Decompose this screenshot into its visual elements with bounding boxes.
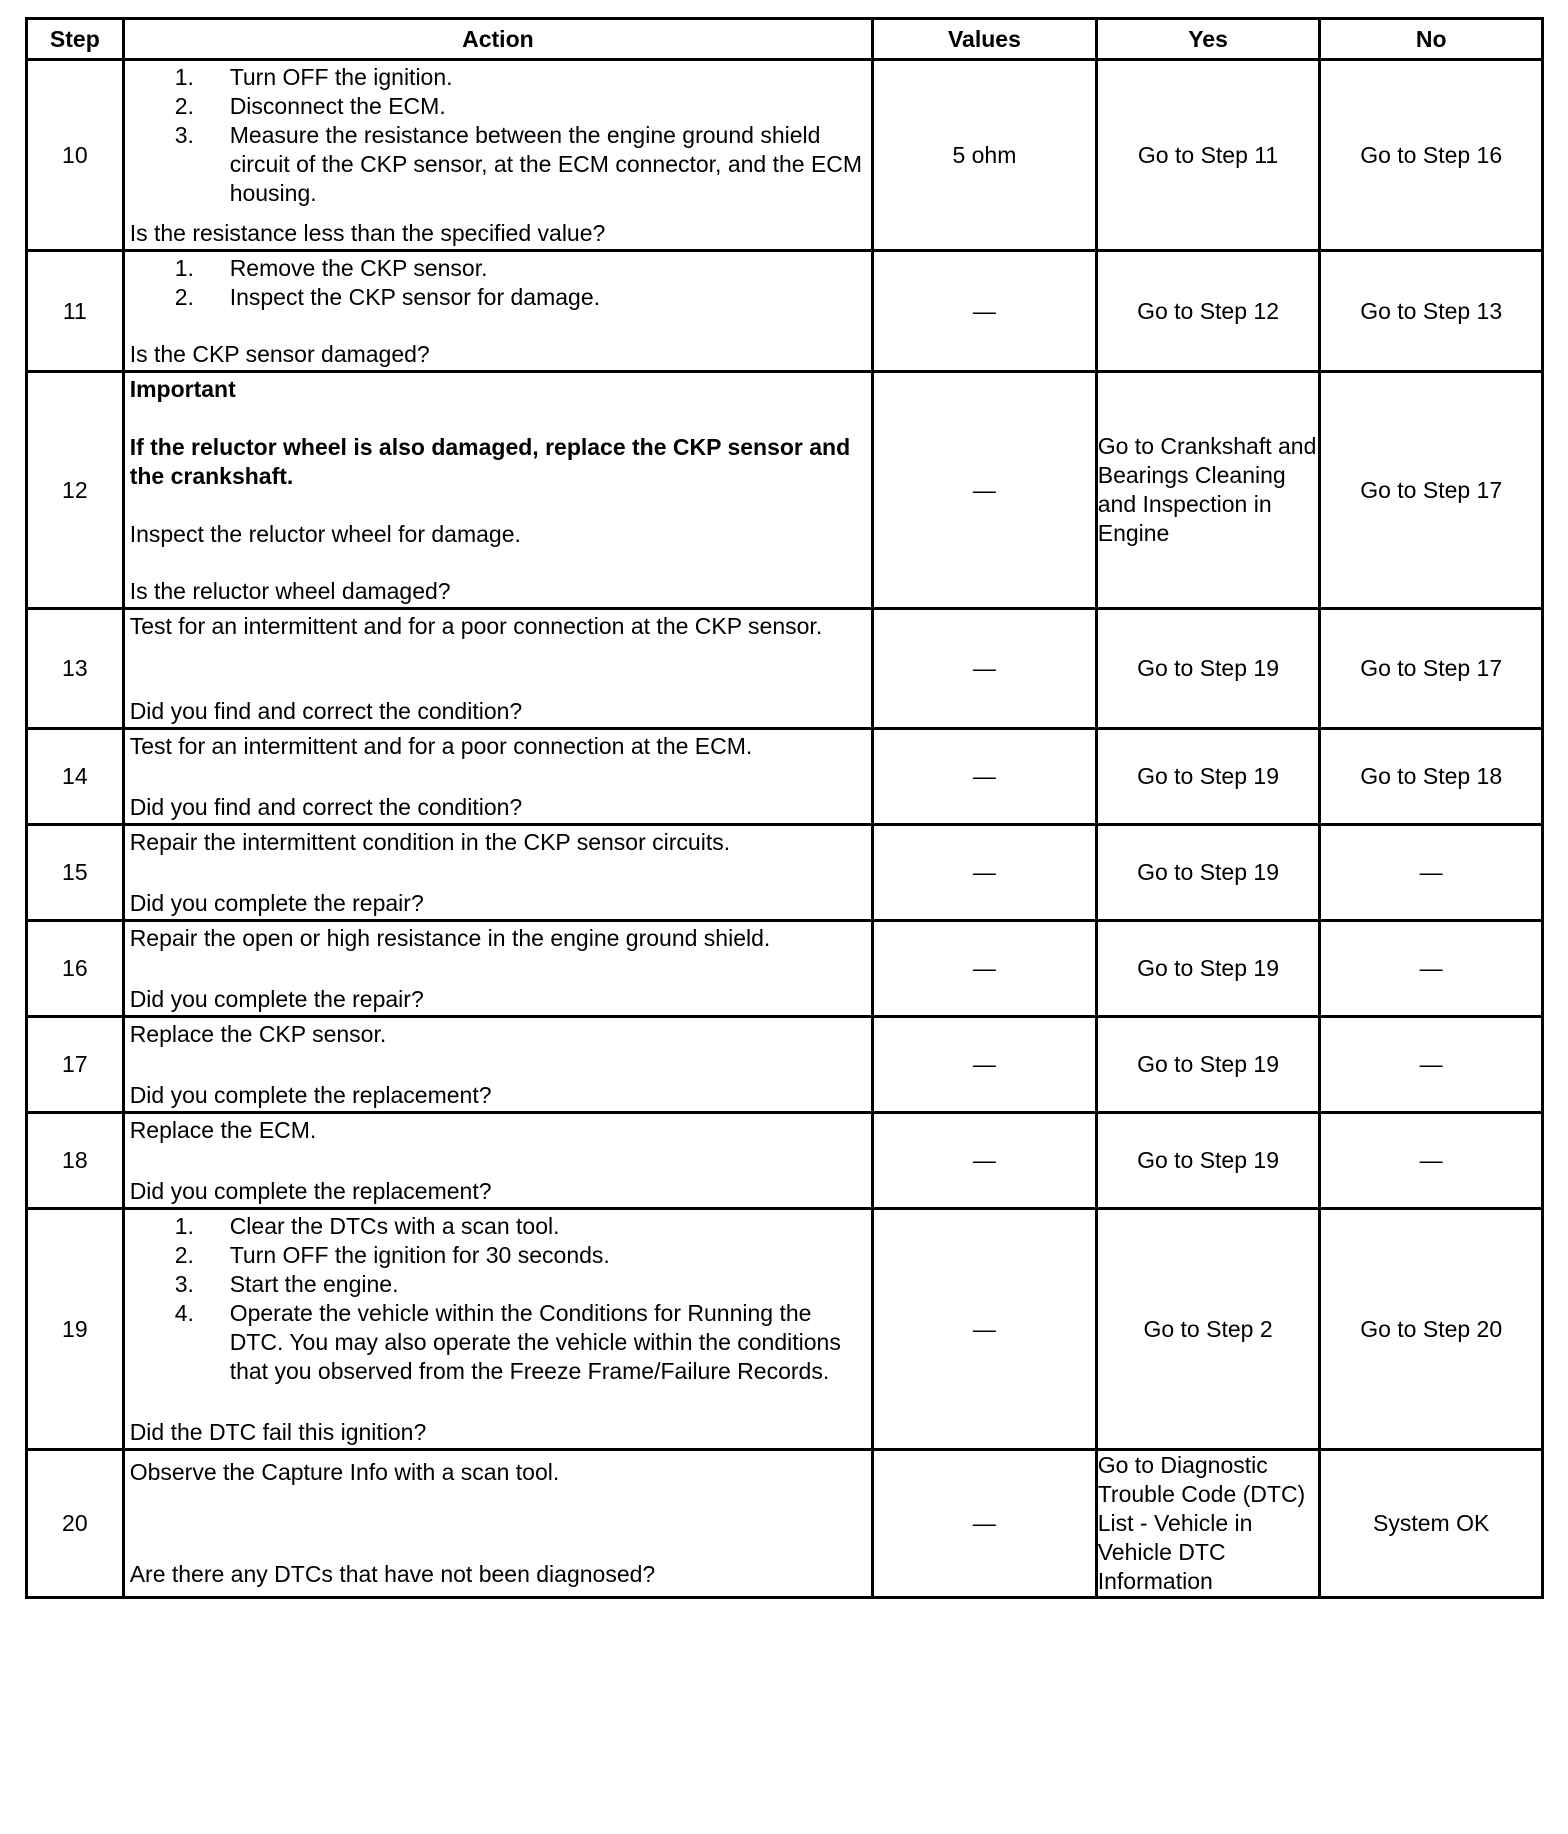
step-number: 15 [27, 825, 124, 921]
action-question: Did you complete the replacement? [129, 1177, 492, 1204]
table-row [27, 1209, 1543, 1450]
action-instructions [130, 1212, 865, 1386]
step-number: 12 [27, 372, 124, 609]
step-number: 11 [27, 251, 124, 372]
action-instructions [130, 732, 865, 761]
action-text: Repair the open or high resistance in the engine ground shield. [129, 924, 771, 951]
value-cell: — [873, 1113, 1097, 1209]
value-cell: — [873, 372, 1097, 609]
procedure-step-text: Operate the vehicle within the Conditions for Running the DTC. You may also operate the vehicle within the conditions that you observed from the Freeze Frame/Failure Records. [229, 1299, 841, 1384]
procedure-step-number: 2. [174, 283, 194, 310]
procedure-step-number: 1. [174, 63, 194, 90]
table-row [27, 372, 1543, 609]
step-number: 19 [27, 1209, 124, 1450]
procedure-step [174, 1270, 865, 1299]
action-instructions [130, 1020, 865, 1049]
no-cell: System OK [1320, 1450, 1543, 1598]
action-text: Replace the CKP sensor. [129, 1020, 387, 1047]
procedure-step-text: Turn OFF the ignition for 30 seconds. [229, 1241, 610, 1268]
table-row [27, 729, 1543, 825]
yes-cell: Go to Step 11 [1096, 60, 1320, 251]
action-content [125, 63, 871, 248]
table-body [27, 60, 1543, 1598]
action-instructions [130, 828, 865, 857]
procedure-step-text: Start the engine. [229, 1270, 399, 1297]
step-number: 14 [27, 729, 124, 825]
procedure-list [130, 63, 865, 208]
value-cell: — [873, 609, 1097, 729]
action-question: Did you complete the repair? [129, 985, 424, 1012]
header-no: No [1320, 19, 1543, 60]
procedure-step-number: 1. [174, 254, 194, 281]
action-text: Observe the Capture Info with a scan tool. [129, 1459, 560, 1485]
procedure-step-text: Measure the resistance between the engine ground shield circuit of the CKP sensor, at the ECM connector, and the ECM housing. [229, 121, 863, 206]
action-question: Is the resistance less than the specified value? [129, 219, 606, 246]
procedure-step-number: 1. [174, 1212, 194, 1239]
procedure-step-text: Inspect the CKP sensor for damage. [229, 283, 601, 310]
procedure-step [174, 63, 865, 92]
yes-cell: Go to Step 2 [1096, 1209, 1320, 1450]
step-number: 18 [27, 1113, 124, 1209]
action-content [125, 924, 871, 1014]
value-cell: 5 ohm [873, 60, 1097, 251]
procedure-step-text: Disconnect the ECM. [229, 92, 446, 119]
step-number: 17 [27, 1017, 124, 1113]
procedure-step [174, 254, 865, 283]
action-content [125, 375, 871, 606]
action-question: Are there any DTCs that have not been diagnosed? [129, 1561, 656, 1587]
step-number: 13 [27, 609, 124, 729]
step-number: 10 [27, 60, 124, 251]
table-row [27, 1113, 1543, 1209]
header-action: Action [123, 19, 872, 60]
procedure-step [174, 92, 865, 121]
table-row [27, 825, 1543, 921]
action-question: Did you find and correct the condition? [129, 697, 523, 724]
table-row [27, 251, 1543, 372]
yes-cell: Go to Step 19 [1096, 1017, 1320, 1113]
action-content [125, 254, 871, 369]
action-cell [123, 251, 872, 372]
action-question: Is the reluctor wheel damaged? [129, 577, 451, 604]
action-cell [123, 372, 872, 609]
table-row [27, 609, 1543, 729]
header-yes: Yes [1096, 19, 1320, 60]
yes-cell: Go to Step 19 [1096, 825, 1320, 921]
action-cell [123, 1017, 872, 1113]
action-instructions [130, 63, 865, 208]
action-instructions [130, 924, 865, 953]
yes-cell: Go to Step 19 [1096, 921, 1320, 1017]
value-cell: — [873, 729, 1097, 825]
spacer [130, 404, 865, 433]
action-cell [123, 609, 872, 729]
action-cell [123, 729, 872, 825]
spacer [130, 491, 865, 520]
procedure-step-text: Turn OFF the ignition. [229, 63, 453, 90]
action-instructions [130, 1458, 865, 1487]
no-cell: Go to Step 13 [1320, 251, 1543, 372]
action-question: Did you complete the replacement? [129, 1081, 492, 1108]
action-question: Did you find and correct the condition? [129, 793, 523, 820]
procedure-step-number: 3. [174, 121, 194, 148]
action-text: Repair the intermittent condition in the CKP sensor circuits. [129, 828, 731, 855]
action-instructions [130, 1116, 865, 1145]
action-content [125, 1116, 871, 1206]
procedure-step-text: Clear the DTCs with a scan tool. [229, 1212, 560, 1239]
action-instructions [130, 254, 865, 312]
procedure-step-number: 2. [174, 92, 194, 119]
yes-cell: Go to Step 12 [1096, 251, 1320, 372]
yes-cell: Go to Step 19 [1096, 1113, 1320, 1209]
action-text: Test for an intermittent and for a poor connection at the ECM. [129, 732, 753, 759]
action-cell [123, 1450, 872, 1598]
no-cell: — [1320, 1113, 1543, 1209]
procedure-step [174, 121, 865, 208]
procedure-step [174, 1212, 865, 1241]
action-question: Did the DTC fail this ignition? [129, 1418, 427, 1445]
value-cell: — [873, 1209, 1097, 1450]
no-cell: Go to Step 18 [1320, 729, 1543, 825]
value-cell: — [873, 1017, 1097, 1113]
action-content [125, 732, 871, 822]
header-row [27, 19, 1543, 60]
no-cell: Go to Step 20 [1320, 1209, 1543, 1450]
no-cell: Go to Step 17 [1320, 372, 1543, 609]
no-cell: — [1320, 921, 1543, 1017]
yes-cell: Go to Crankshaft and Bearings Cleaning and Inspection in Engine [1096, 372, 1320, 609]
action-cell [123, 1113, 872, 1209]
procedure-step-text: Remove the CKP sensor. [229, 254, 488, 281]
action-cell [123, 825, 872, 921]
action-question: Did you complete the repair? [129, 889, 424, 916]
table-row [27, 1450, 1543, 1598]
value-cell: — [873, 921, 1097, 1017]
action-instructions [130, 612, 865, 641]
action-text: Test for an intermittent and for a poor connection at the CKP sensor. [129, 612, 823, 639]
no-cell: Go to Step 17 [1320, 609, 1543, 729]
important-title: Important [129, 375, 236, 402]
action-instructions [130, 375, 865, 549]
procedure-step-number: 4. [174, 1299, 194, 1326]
step-number: 20 [27, 1450, 124, 1598]
procedure-step [174, 1299, 865, 1386]
action-cell [123, 60, 872, 251]
yes-cell: Go to Diagnostic Trouble Code (DTC) List - Vehicle in Vehicle DTC Information [1096, 1450, 1320, 1598]
value-cell: — [873, 825, 1097, 921]
step-number: 16 [27, 921, 124, 1017]
procedure-step [174, 283, 865, 312]
action-text: Inspect the reluctor wheel for damage. [129, 520, 521, 547]
action-content [125, 612, 871, 726]
action-content [125, 1458, 871, 1589]
procedure-step-number: 3. [174, 1270, 194, 1297]
action-content [125, 1020, 871, 1110]
no-cell: — [1320, 1017, 1543, 1113]
table-row [27, 1017, 1543, 1113]
value-cell: — [873, 1450, 1097, 1598]
action-cell [123, 1209, 872, 1450]
table-row [27, 921, 1543, 1017]
no-cell: Go to Step 16 [1320, 60, 1543, 251]
action-content [125, 1212, 871, 1447]
value-cell: — [873, 251, 1097, 372]
header-step: Step [27, 19, 124, 60]
yes-cell: Go to Step 19 [1096, 729, 1320, 825]
action-content [125, 828, 871, 918]
important-text: If the reluctor wheel is also damaged, replace the CKP sensor and the crankshaft. [129, 433, 851, 489]
yes-cell: Go to Step 19 [1096, 609, 1320, 729]
table-row [27, 60, 1543, 251]
procedure-step-number: 2. [174, 1241, 194, 1268]
diagnostic-table [25, 17, 1544, 1599]
action-cell [123, 921, 872, 1017]
procedure-list [130, 1212, 865, 1386]
procedure-list [130, 254, 865, 312]
procedure-step [174, 1241, 865, 1270]
header-values: Values [873, 19, 1097, 60]
action-text: Replace the ECM. [129, 1116, 317, 1143]
no-cell: — [1320, 825, 1543, 921]
action-question: Is the CKP sensor damaged? [129, 340, 430, 367]
